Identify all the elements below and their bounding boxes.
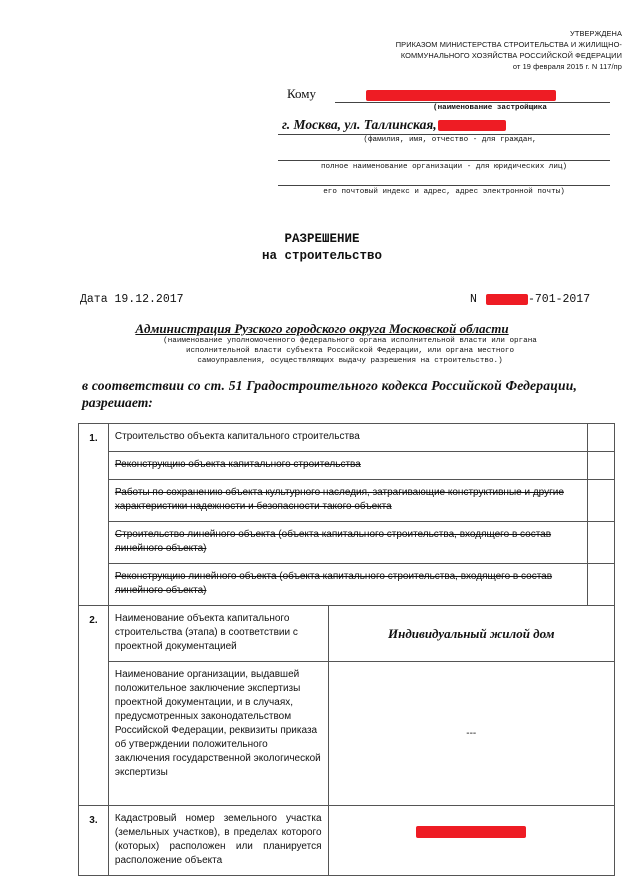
object-name-label: Наименование объекта капитального строительства (этапа) в соответствии с проектной документацией — [114, 613, 298, 652]
redaction-number — [486, 294, 528, 305]
row-3-number: 3. — [79, 806, 109, 876]
object-name-value: Индивидуальный жилой дом — [388, 625, 555, 641]
option-heritage-works: Работы по сохранению объекта культурного наследия, затрагивающие конструктивные и другие характеристики надежности и безопасности такого объекта — [114, 487, 564, 512]
org-underline — [278, 160, 610, 161]
to-label: Кому — [287, 86, 317, 101]
option-linear-construction-check — [588, 522, 615, 564]
basis-line-2: разрешает: — [82, 395, 153, 410]
authority-name: Администрация Рузского городского округа Московской области — [135, 321, 509, 336]
redaction-developer — [366, 90, 556, 101]
approval-line-2: ПРИКАЗОМ МИНИСТЕРСТВА СТРОИТЕЛЬСТВА И ЖИЛИЩНО- — [395, 40, 622, 49]
expertise-org-value: --- — [466, 727, 477, 739]
row-1-number: 1. — [79, 424, 109, 606]
permit-number-prefix: N — [470, 293, 477, 306]
permit-number-suffix: -701-2017 — [528, 293, 591, 306]
redaction-cadastral — [416, 826, 526, 838]
option-construction-check — [588, 424, 615, 452]
approval-line-4: от 19 февраля 2015 г. N 117/пр — [512, 62, 622, 71]
permit-date: Дата 19.12.2017 — [80, 293, 184, 306]
cadastral-label: Кадастровый номер земельного участка (земельных участков), в пределах которого (которых) расположен или планируется расположение объекта — [114, 813, 322, 866]
option-heritage-check — [588, 480, 615, 522]
authority-hint-3: самоуправления, осуществляющих выдачу разрешения на строительство.) — [197, 357, 503, 365]
address-value: г. Москва, ул. Таллинская, — [282, 117, 437, 132]
document-subtitle: на строительство — [261, 249, 383, 263]
option-reconstruction-check — [588, 452, 615, 480]
approval-line-3: КОММУНАЛЬНОГО ХОЗЯЙСТВА РОССИЙСКОЙ ФЕДЕРАЦИИ — [400, 51, 622, 60]
permit-table — [78, 423, 615, 876]
option-linear-reconstruction: Реконструкцию линейного объекта (объекта капитального строительства, входящего в состав линейного объекта) — [114, 571, 553, 596]
developer-hint: (наименование застройщика — [433, 104, 547, 112]
org-hint: полное наименование организации - для юридических лиц) — [320, 163, 568, 171]
authority-hint-1: (наименование уполномоченного федерального органа исполнительной власти или органа — [163, 337, 537, 345]
option-reconstruction: Реконструкцию объекта капитального строительства — [114, 459, 361, 470]
option-linear-construction: Строительство линейного объекта (объекта капитального строительства, входящего в состав линейного объекта) — [114, 529, 552, 554]
basis-line-1: в соответствии со ст. 51 Градостроительного кодекса Российской Федерации, — [82, 378, 578, 393]
row-2-number: 2. — [79, 606, 109, 806]
document-title: РАЗРЕШЕНИЕ — [284, 232, 360, 246]
person-hint: (фамилия, имя, отчество - для граждан, — [363, 136, 537, 144]
postal-hint: его почтовый индекс и адрес, адрес электронной почты) — [323, 188, 565, 196]
authority-hint-2: исполнительной власти субъекта Российской Федерации, или органа местного — [185, 347, 515, 355]
address-underline — [278, 134, 610, 135]
developer-underline — [335, 102, 610, 103]
approval-block — [396, 28, 622, 72]
postal-underline — [278, 185, 610, 186]
approval-line-1: УТВЕРЖДЕНА — [570, 29, 622, 38]
expertise-org-label: Наименование организации, выдавшей положительное заключение экспертизы проектной документации, и в случаях, предусмотренных законодательством Российской Федерации, реквизиты приказа об утверждении положительного заключения государственной экологической экспертизы — [114, 669, 321, 778]
option-linear-reconstruction-check — [588, 564, 615, 606]
redaction-address — [438, 120, 506, 131]
option-construction: Строительство объекта капитального строительства — [114, 431, 360, 442]
